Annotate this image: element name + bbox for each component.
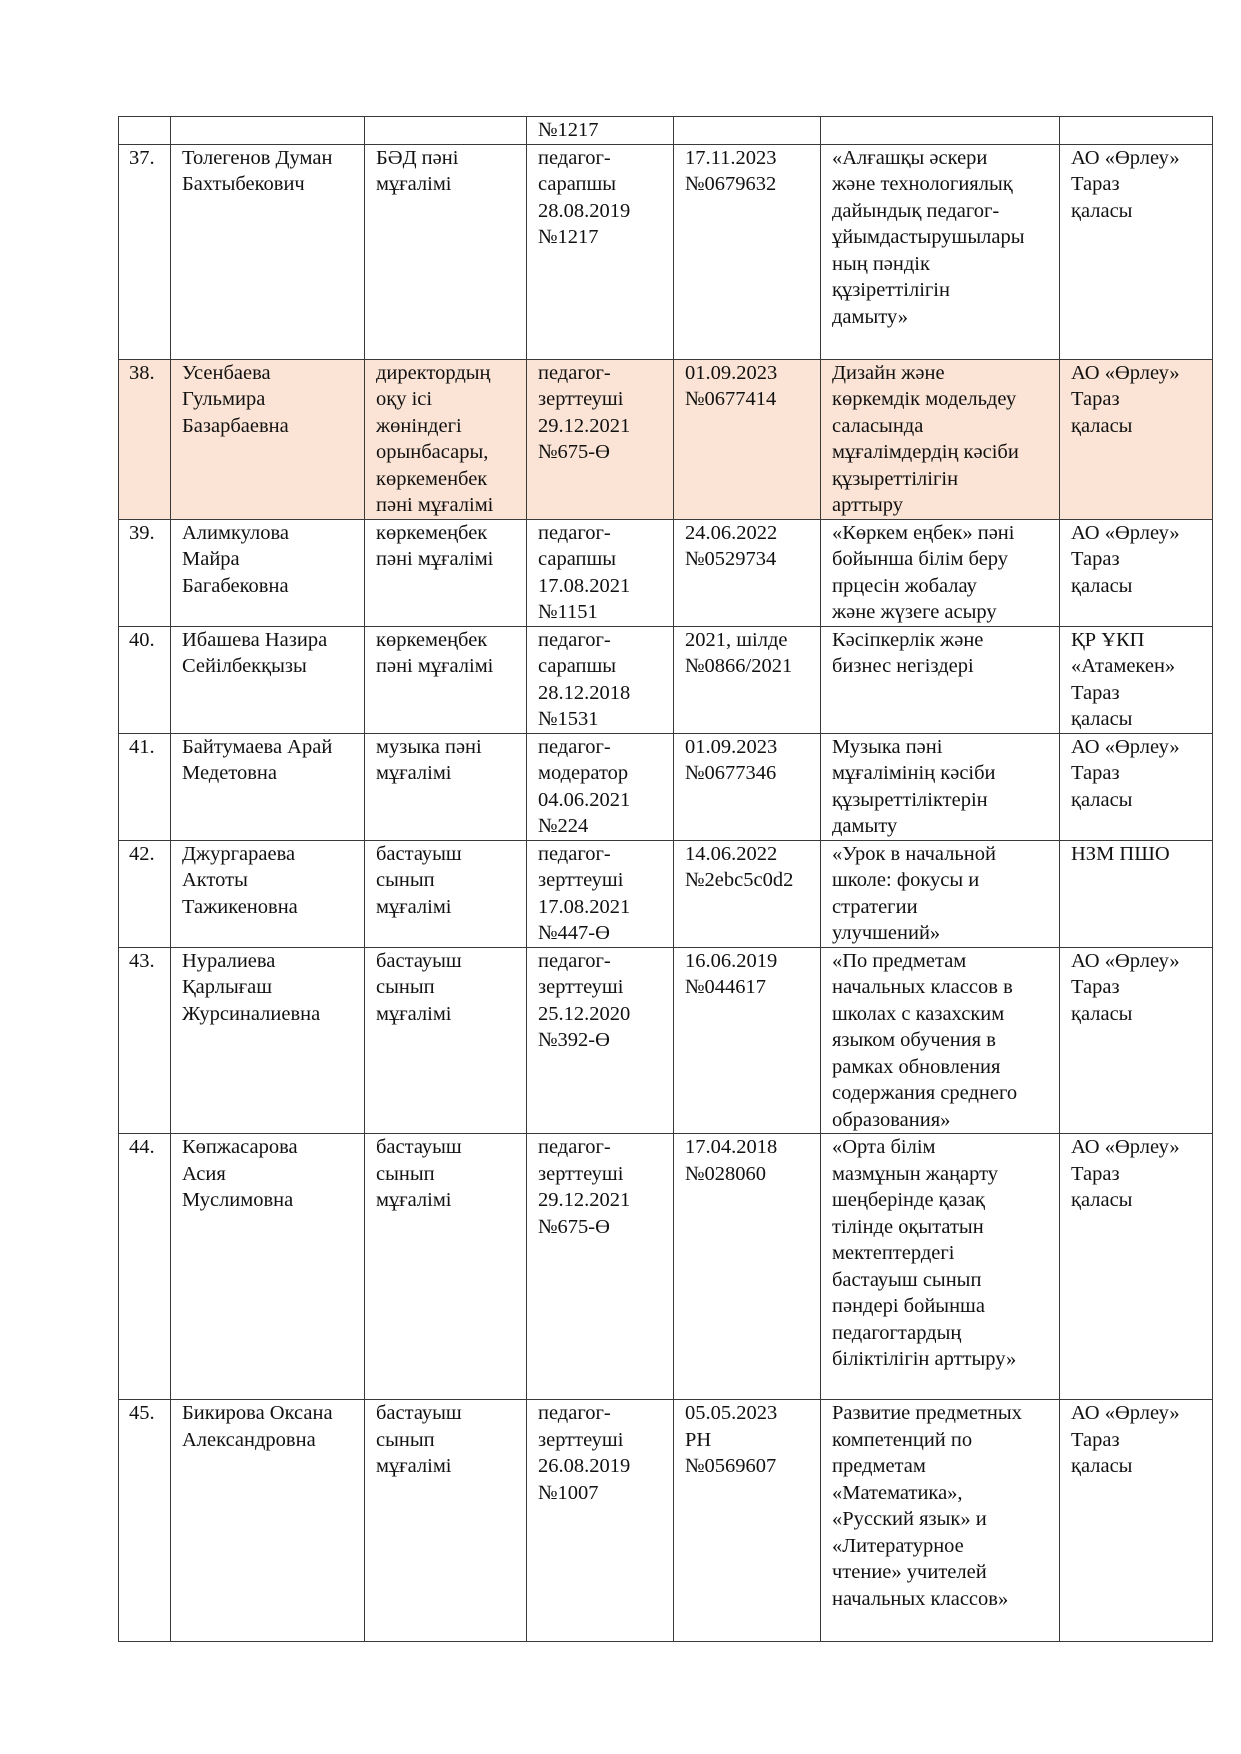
cell-full-name: Көпжасарова Асия Муслимовна (171, 1134, 365, 1400)
cell-position (365, 117, 527, 145)
cell-number: 40. (119, 626, 171, 733)
cell-number: 39. (119, 519, 171, 626)
cell-certificate: 2021, шілде №0866/2021 (674, 626, 821, 733)
cell-course-title: «Алғашқы әскери және технологиялық дайындық педагог- ұйымдастырушылары ның пәндік құзіреттілігін дамыту» (821, 144, 1060, 359)
cell-organizer: АО «Өрлеу» Тараз қаласы (1060, 1134, 1213, 1400)
table-row (119, 1134, 1213, 1400)
cell-full-name: Нуралиева Қарлығаш Журсиналиевна (171, 947, 365, 1134)
cell-organizer: АО «Өрлеу» Тараз қаласы (1060, 947, 1213, 1134)
cell-organizer: ҚР ҰКП «Атамекен» Тараз қаласы (1060, 626, 1213, 733)
cell-qualification-category: педагог- зерттеуші 26.08.2019 №1007 (527, 1400, 674, 1642)
cell-course-title: «Урок в начальной школе: фокусы и стратегии улучшений» (821, 840, 1060, 947)
cell-course-title: «По предметам начальных классов в школах с казахским языком обучения в рамках обновления содержания среднего образования» (821, 947, 1060, 1134)
cell-course-title: «Көркем еңбек» пәні бойынша білім беру прцесін жобалау және жүзеге асыру (821, 519, 1060, 626)
cell-certificate (674, 117, 821, 145)
cell-organizer: АО «Өрлеу» Тараз қаласы (1060, 733, 1213, 840)
cell-organizer: АО «Өрлеу» Тараз қаласы (1060, 144, 1213, 359)
cell-position: БӘД пәні мұғалімі (365, 144, 527, 359)
cell-position: музыка пәні мұғалімі (365, 733, 527, 840)
cell-full-name: Джургараева Актоты Тажикеновна (171, 840, 365, 947)
cell-certificate: 05.05.2023 РН №0569607 (674, 1400, 821, 1642)
cell-course-title: «Орта білім мазмұнын жаңарту шеңберінде қазақ тілінде оқытатын мектептердегі бастауыш сынып пәндері бойынша педагогтардың біліктілігін арттыру» (821, 1134, 1060, 1400)
cell-number: 43. (119, 947, 171, 1134)
cell-course-title: Кәсіпкерлік және бизнес негіздері (821, 626, 1060, 733)
cell-qualification-category: педагог- модератор 04.06.2021 №224 (527, 733, 674, 840)
table-row (119, 519, 1213, 626)
cell-course-title: Развитие предметных компетенций по предметам «Математика», «Русский язык» и «Литературное чтение» учителей начальных классов» (821, 1400, 1060, 1642)
cell-course-title: Музыка пәні мұғалімінің кәсіби құзыреттіліктерін дамыту (821, 733, 1060, 840)
cell-position: көркемеңбек пәні мұғалімі (365, 626, 527, 733)
table-body (119, 117, 1213, 1642)
cell-number: 42. (119, 840, 171, 947)
cell-course-title: Дизайн және көркемдік модельдеу саласында мұғалімдердің кәсіби құзыреттілігін арттыру (821, 359, 1060, 519)
cell-position: көркемеңбек пәні мұғалімі (365, 519, 527, 626)
cell-position: директордың оқу ісі жөніндегі орынбасары, көркеменбек пәні мұғалімі (365, 359, 527, 519)
cell-organizer: АО «Өрлеу» Тараз қаласы (1060, 519, 1213, 626)
cell-qualification-category: педагог- сарапшы 28.08.2019 №1217 (527, 144, 674, 359)
cell-full-name (171, 117, 365, 145)
cell-qualification-category: педагог- сарапшы 17.08.2021 №1151 (527, 519, 674, 626)
table-row (119, 947, 1213, 1134)
cell-certificate: 17.04.2018 №028060 (674, 1134, 821, 1400)
cell-organizer: НЗМ ПШО (1060, 840, 1213, 947)
table-row (119, 626, 1213, 733)
cell-certificate: 16.06.2019 №044617 (674, 947, 821, 1134)
cell-position: бастауыш сынып мұғалімі (365, 1134, 527, 1400)
cell-number: 45. (119, 1400, 171, 1642)
cell-qualification-category: №1217 (527, 117, 674, 145)
cell-position: бастауыш сынып мұғалімі (365, 1400, 527, 1642)
table-row (119, 117, 1213, 145)
cell-number: 38. (119, 359, 171, 519)
cell-qualification-category: педагог- зерттеуші 29.12.2021 №675-Ө (527, 359, 674, 519)
cell-number: 41. (119, 733, 171, 840)
teachers-table (118, 116, 1213, 1642)
cell-number: 44. (119, 1134, 171, 1400)
table-row (119, 144, 1213, 359)
cell-number: 37. (119, 144, 171, 359)
cell-full-name: Усенбаева Гульмира Базарбаевна (171, 359, 365, 519)
cell-organizer: АО «Өрлеу» Тараз қаласы (1060, 359, 1213, 519)
cell-qualification-category: педагог- сарапшы 28.12.2018 №1531 (527, 626, 674, 733)
cell-full-name: Бикирова Оксана Александровна (171, 1400, 365, 1642)
table-row (119, 733, 1213, 840)
cell-full-name: Алимкулова Майра Багабековна (171, 519, 365, 626)
cell-certificate: 01.09.2023 №0677414 (674, 359, 821, 519)
cell-number (119, 117, 171, 145)
cell-certificate: 17.11.2023 №0679632 (674, 144, 821, 359)
cell-course-title (821, 117, 1060, 145)
cell-certificate: 24.06.2022 №0529734 (674, 519, 821, 626)
table-row (119, 840, 1213, 947)
cell-qualification-category: педагог- зерттеуші 25.12.2020 №392-Ө (527, 947, 674, 1134)
cell-position: бастауыш сынып мұғалімі (365, 947, 527, 1134)
cell-organizer: АО «Өрлеу» Тараз қаласы (1060, 1400, 1213, 1642)
cell-certificate: 01.09.2023 №0677346 (674, 733, 821, 840)
cell-certificate: 14.06.2022 №2ebc5c0d2 (674, 840, 821, 947)
table-row (119, 1400, 1213, 1642)
cell-full-name: Ибашева Назира Сейілбекқызы (171, 626, 365, 733)
cell-organizer (1060, 117, 1213, 145)
cell-full-name: Байтумаева Арай Медетовна (171, 733, 365, 840)
cell-qualification-category: педагог- зерттеуші 17.08.2021 №447-Ө (527, 840, 674, 947)
cell-qualification-category: педагог- зерттеуші 29.12.2021 №675-Ө (527, 1134, 674, 1400)
cell-full-name: Толегенов Думан Бахтыбекович (171, 144, 365, 359)
table-row (119, 359, 1213, 519)
cell-position: бастауыш сынып мұғалімі (365, 840, 527, 947)
